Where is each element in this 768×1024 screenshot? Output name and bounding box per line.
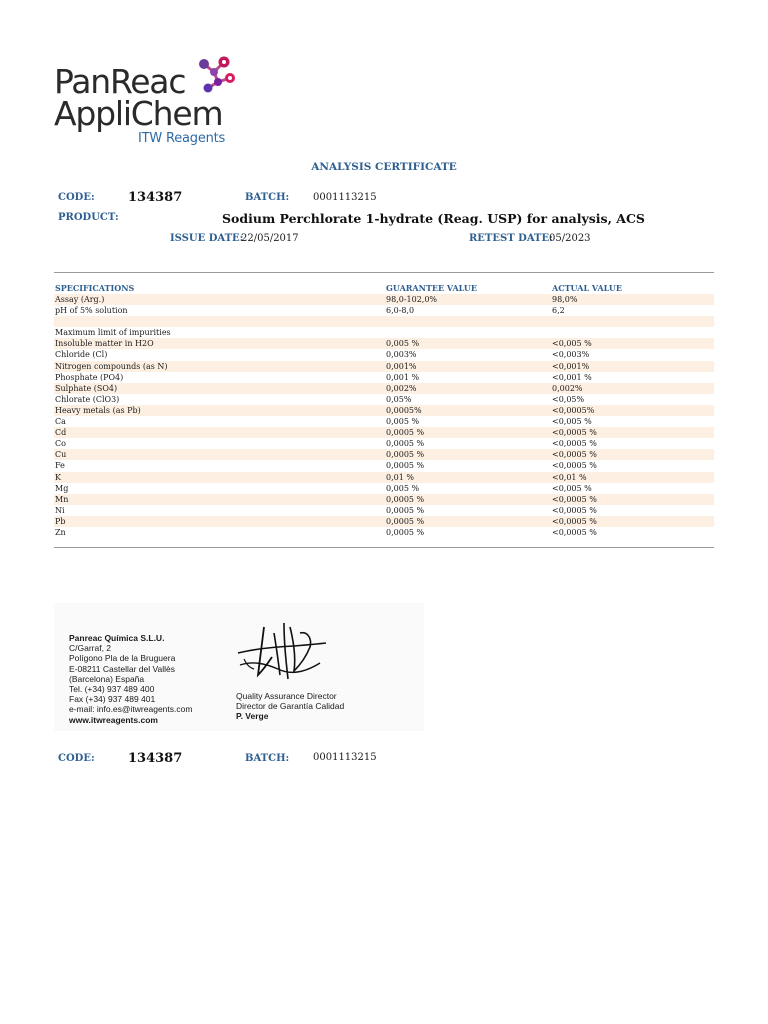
spec-name: Chlorate (ClO3) — [55, 394, 120, 404]
batch-value: 0001113215 — [313, 192, 377, 203]
specifications-table — [54, 283, 714, 538]
guarantee-value: 0,0005% — [385, 405, 551, 416]
actual-value: <0,0005 % — [551, 427, 714, 438]
footer-code-value: 134387 — [128, 751, 183, 766]
spec-name: Phosphate (PO4) — [55, 372, 124, 382]
company-name: Panreac Química S.L.U. — [69, 633, 165, 643]
table-row — [54, 472, 714, 483]
table-header-row — [54, 283, 714, 294]
product-label: PRODUCT: — [58, 212, 119, 223]
header-guarantee-value: GUARANTEE VALUE — [386, 283, 477, 293]
table-row — [54, 349, 714, 360]
spec-name: Mg — [55, 483, 69, 493]
spec-name: Insoluble matter in H2O — [54, 338, 385, 349]
product-name: Sodium Perchlorate 1-hydrate (Reag. USP) for analysis, ACS — [222, 211, 645, 226]
spec-name: Heavy metals (as Pb) — [54, 405, 385, 416]
guarantee-value: 6,0-8,0 — [386, 306, 415, 316]
retest-date-value: 05/2023 — [549, 233, 591, 244]
table-row — [54, 460, 714, 471]
table-bottom-divider — [54, 547, 714, 548]
actual-value: <0,0005 % — [551, 516, 714, 527]
table-top-divider — [54, 272, 714, 273]
actual-value: <0,01 % — [551, 472, 714, 483]
issue-date-label: ISSUE DATE: — [170, 233, 244, 244]
logo-subtitle: ITW Reagents — [138, 131, 226, 146]
company-logo — [54, 52, 244, 152]
actual-value: <0,005 % — [552, 483, 592, 493]
spec-name: pH of 5% solution — [55, 306, 128, 316]
table-row — [54, 394, 714, 405]
guarantee-value: 0,0005 % — [386, 461, 425, 471]
table-row — [54, 327, 714, 338]
table-row — [54, 427, 714, 438]
footer-batch-value: 0001113215 — [313, 752, 377, 763]
actual-value: <0,0005 % — [551, 494, 714, 505]
guarantee-value: 0,0005 % — [386, 439, 425, 449]
signatory-role-spanish: Director de Garantía Calidad — [236, 701, 345, 712]
logo-text-line1: PanReac — [54, 62, 186, 101]
spec-name: Cu — [54, 449, 385, 460]
guarantee-value: 0,0005 % — [385, 516, 551, 527]
table-row — [54, 405, 714, 416]
guarantee-value: 0,01 % — [385, 472, 551, 483]
actual-value: <0,003% — [552, 350, 590, 360]
spec-name: Co — [55, 439, 66, 449]
table-row — [54, 494, 714, 505]
actual-value: <0,0005 % — [552, 461, 597, 471]
actual-value: <0,005 % — [551, 338, 714, 349]
spec-name: Ni — [55, 505, 65, 515]
guarantee-value: 0,005 % — [386, 417, 420, 427]
spec-name: Zn — [55, 527, 66, 537]
guarantee-value: 0,05% — [386, 394, 412, 404]
spec-name: Ca — [55, 417, 66, 427]
guarantee-value — [385, 327, 551, 338]
email: e-mail: info.es@itwreagents.com — [69, 704, 193, 715]
signatory-name: P. Verge — [236, 711, 269, 722]
actual-value — [551, 316, 714, 327]
signature-block — [54, 603, 424, 731]
footer-batch-label: BATCH: — [245, 753, 290, 764]
code-label: CODE: — [58, 192, 95, 203]
issue-date-value: 22/05/2017 — [241, 233, 299, 244]
fax: Fax (+34) 937 489 401 — [69, 694, 156, 705]
actual-value — [551, 327, 714, 338]
actual-value: <0,001 % — [552, 372, 592, 382]
specifications-body — [54, 294, 714, 538]
table-row — [54, 316, 714, 327]
molecule-logo-icon — [194, 52, 238, 96]
spec-name: Pb — [54, 516, 385, 527]
spec-name: Chloride (Cl) — [55, 350, 108, 360]
telephone: Tel. (+34) 937 489 400 — [69, 684, 155, 695]
table-row — [54, 483, 714, 494]
guarantee-value: 0,002% — [385, 383, 551, 394]
guarantee-value: 0,001% — [385, 361, 551, 372]
actual-value: <0,05% — [552, 394, 585, 404]
table-row — [54, 361, 714, 372]
spec-name: Mn — [54, 494, 385, 505]
address-line-1: C/Garraf, 2 — [69, 643, 112, 654]
header-specifications: SPECIFICATIONS — [55, 283, 135, 293]
guarantee-value: 0,005 % — [386, 483, 420, 493]
guarantee-value: 0,0005 % — [385, 427, 551, 438]
table-row — [54, 372, 714, 383]
guarantee-value: 0,005 % — [385, 338, 551, 349]
guarantee-value: 0,0005 % — [386, 527, 425, 537]
spec-name: Fe — [55, 461, 65, 471]
spec-name: Assay (Arg.) — [54, 294, 385, 305]
retest-date-label: RETEST DATE: — [469, 233, 553, 244]
guarantee-value — [385, 316, 551, 327]
spec-name: Nitrogen compounds (as N) — [54, 361, 385, 372]
actual-value: 0,002% — [551, 383, 714, 394]
certificate-title: ANALYSIS CERTIFICATE — [311, 161, 457, 173]
handwritten-signature — [234, 613, 334, 691]
actual-value: 98,0% — [551, 294, 714, 305]
guarantee-value: 0,0005 % — [386, 505, 425, 515]
actual-value: <0,0005 % — [552, 505, 597, 515]
table-row — [54, 416, 714, 427]
signatory — [236, 691, 344, 722]
actual-value: <0,0005 % — [552, 439, 597, 449]
table-row — [54, 449, 714, 460]
guarantee-value: 0,0005 % — [385, 494, 551, 505]
table-row — [54, 305, 714, 316]
actual-value: 6,2 — [552, 306, 565, 316]
guarantee-value: 0,0005 % — [385, 449, 551, 460]
spec-name: Maximum limit of impurities — [55, 328, 171, 338]
logo-text-line2: AppliChem — [54, 94, 223, 133]
guarantee-value: 0,001 % — [386, 372, 420, 382]
address-line-2: Polígono Pla de la Bruguera — [69, 653, 176, 664]
company-address — [69, 633, 192, 725]
spec-name: Cd — [54, 427, 385, 438]
table-row — [54, 338, 714, 349]
table-row — [54, 527, 714, 538]
header-actual-value: ACTUAL VALUE — [552, 283, 622, 293]
actual-value: <0,0005 % — [552, 527, 597, 537]
table-row — [54, 516, 714, 527]
actual-value: <0,0005 % — [551, 449, 714, 460]
guarantee-value: 0,003% — [386, 350, 417, 360]
actual-value: <0,0005% — [551, 405, 714, 416]
batch-label: BATCH: — [245, 192, 290, 203]
footer-code-label: CODE: — [58, 753, 95, 764]
website: www.itwreagents.com — [69, 714, 158, 725]
address-line-4: (Barcelona) España — [69, 673, 145, 684]
signatory-role-english: Quality Assurance Director — [236, 691, 337, 701]
actual-value: <0,005 % — [552, 417, 592, 427]
actual-value: <0,001% — [551, 361, 714, 372]
table-row — [54, 294, 714, 305]
guarantee-value: 98,0-102,0% — [385, 294, 551, 305]
address-line-3: E-08211 Castellar del Vallès — [69, 663, 175, 674]
spec-name: K — [54, 472, 385, 483]
table-row — [54, 383, 714, 394]
code-value: 134387 — [128, 190, 183, 205]
table-row — [54, 438, 714, 449]
spec-name: Sulphate (SO4) — [54, 383, 385, 394]
table-row — [54, 505, 714, 516]
spec-name — [54, 316, 385, 327]
